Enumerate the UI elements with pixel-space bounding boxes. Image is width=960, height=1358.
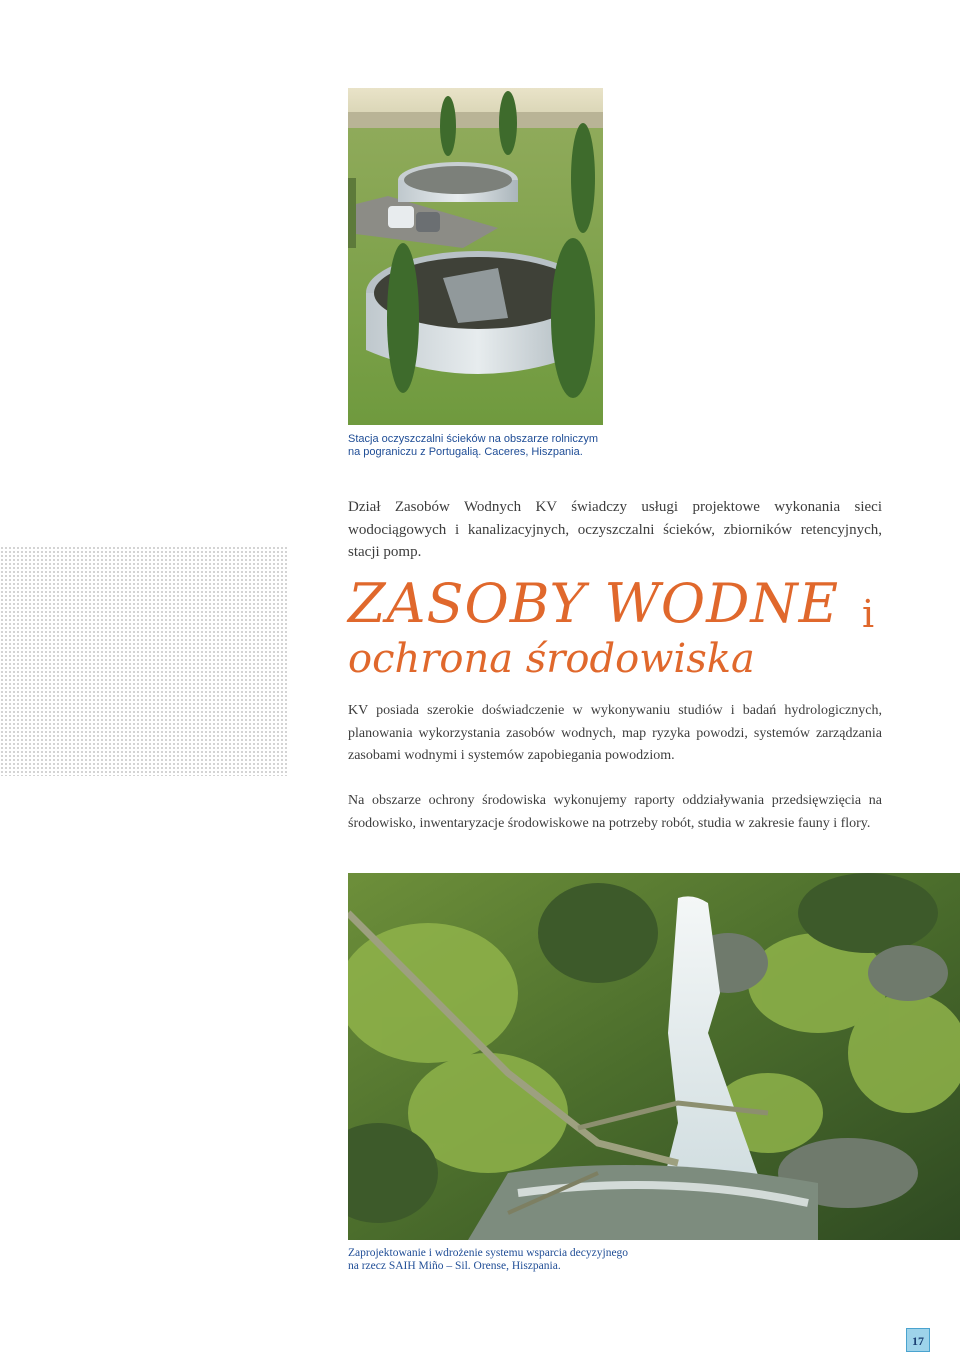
photo1-caption-line2: na pograniczu z Portugalią. Caceres, Hiszpania. xyxy=(348,446,583,458)
page-number: 17 xyxy=(906,1328,930,1352)
photo1-caption xyxy=(348,433,598,459)
intro-paragraph: Dział Zasobów Wodnych KV świadczy usługi projektowe wykonania sieci wodociągowych i kanalizacyjnych, oczyszczalni ścieków, zbiorników retencyjnych, stacji pomp. xyxy=(348,499,882,560)
photo2-caption-line2: na rzecz SAIH Miño – Sil. Orense, Hiszpania. xyxy=(348,1260,561,1272)
photo2-caption-line1: Zaprojektowanie i wdrożenie systemu wsparcia decyzyjnego xyxy=(348,1247,629,1259)
dotted-pattern xyxy=(0,546,287,776)
photo2-caption xyxy=(348,1247,628,1273)
title-main: ZASOBY WODNE xyxy=(348,572,840,635)
section-title xyxy=(348,572,875,636)
title-conjunction: i xyxy=(862,592,875,636)
photo1-caption-line1: Stacja oczyszczalni ścieków na obszarze rolniczym xyxy=(348,433,599,445)
treatment-plant-photo xyxy=(348,88,603,425)
body-paragraph-2: Na obszarze ochrony środowiska wykonujemy raporty oddziaływania przedsięwzięcia na środowisko, inwentaryzacje środowiskowe na potrzeby robót, studia w zakresie fauny i flory. xyxy=(348,793,882,831)
body-paragraph-1: KV posiada szerokie doświadczenie w wykonywaniu studiów i badań hydrologicznych, planowania wykorzystania zasobów wodnych, map ryzyka powodzi, systemów zarządzania zasobami wodnymi i systemów zapobiegania powodziom. xyxy=(348,703,882,763)
section-subtitle: ochrona środowiska xyxy=(348,636,755,682)
waterfall-photo xyxy=(348,873,960,1240)
